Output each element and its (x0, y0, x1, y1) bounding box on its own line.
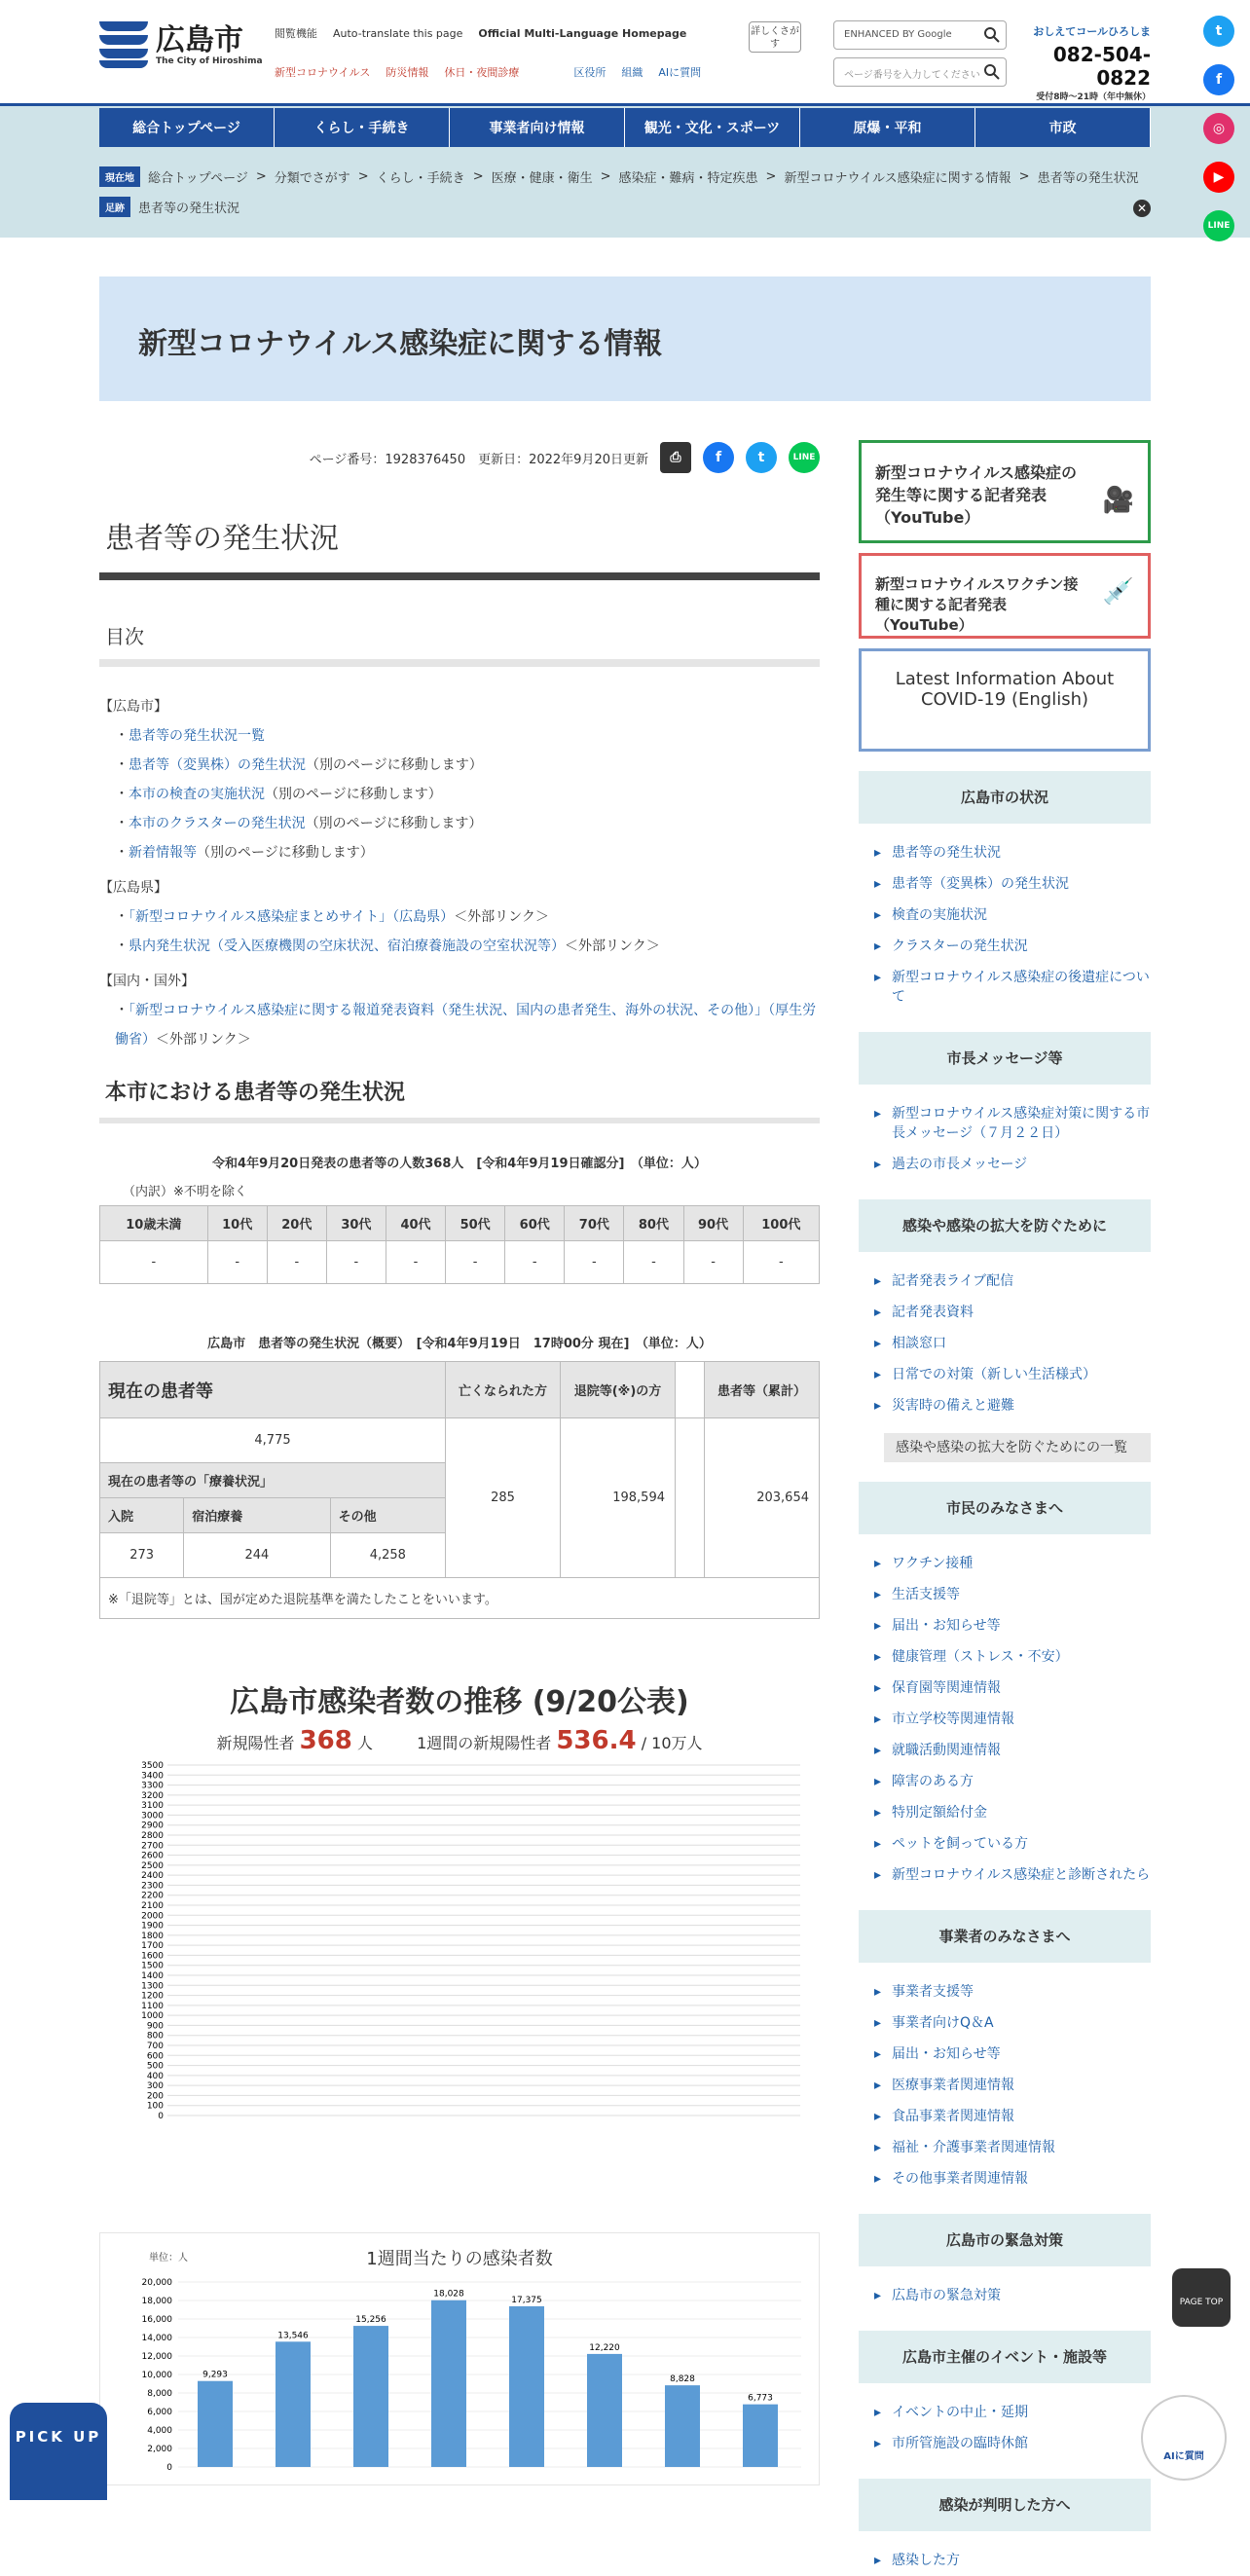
weekly-bar (276, 2341, 311, 2467)
page-meta-text: ページ番号：1928376450 更新日：2022年9月20日更新 (309, 452, 648, 467)
toc-note: （別のページに移動します） (305, 816, 483, 831)
pickup-button[interactable]: PICK UP (10, 2403, 107, 2500)
global-nav (0, 103, 1250, 238)
bar-value-label: 9,293 (202, 2370, 228, 2380)
sidebar-link[interactable]: 届出・お知らせ等 (892, 1618, 1001, 1634)
toc-note: （別のページに移動します） (197, 845, 374, 861)
new-cases-label: 新規陽性者 (216, 1734, 295, 1752)
y-tick-label: 1600 (141, 1951, 164, 1962)
section-heading: 本市における患者等の発生状況 (99, 1076, 820, 1123)
breadcrumb-current: 患者等の発生状況 (1037, 171, 1139, 186)
english-info-button[interactable] (859, 648, 1151, 752)
spacer-cell (676, 1418, 705, 1578)
sidebar-link[interactable]: 保育園等関連情報 (892, 1680, 1001, 1696)
search-icon[interactable] (984, 64, 1000, 80)
sidebar-heading: 事業者のみなさまへ (859, 1910, 1151, 1963)
breadcrumb-link[interactable]: 医療・健康・衛生 (491, 171, 593, 186)
y-tick-label: 2300 (141, 1881, 164, 1892)
age-header: 90代 (683, 1206, 743, 1241)
sidebar-link[interactable]: イベントの中止・延期 (892, 2405, 1028, 2420)
sidebar-link[interactable]: 感染した方 (892, 2553, 960, 2568)
y-tick-label: 600 (146, 2051, 164, 2062)
age-header: 20代 (267, 1206, 326, 1241)
banner-title: 新型コロナウイルス感染症に関する情報 (138, 327, 663, 361)
search-placeholder: ENHANCED BY Google (844, 29, 952, 40)
page-banner (99, 276, 1151, 401)
new-cases-value: 368 (299, 1726, 352, 1755)
sidebar-heading: 感染が判明した方へ (859, 2479, 1151, 2531)
sidebar-link[interactable]: その他事業者関連情報 (892, 2171, 1028, 2187)
age-header: 80代 (624, 1206, 683, 1241)
main-content (99, 440, 820, 2485)
page-number-input[interactable] (833, 57, 1007, 87)
hotel-value: 244 (184, 1533, 330, 1578)
bar-value-label: 18,028 (433, 2289, 464, 2300)
y-tick-label: 2500 (141, 1860, 164, 1871)
weekly-cases-label: 1週間の新規陽性者 (417, 1734, 552, 1752)
line-share-icon[interactable]: LINE (789, 442, 820, 473)
y-tick-label: 800 (146, 2031, 164, 2042)
y-tick-label: 1500 (141, 1961, 164, 1971)
search-input[interactable] (833, 20, 1007, 50)
age-value: - (100, 1241, 208, 1284)
age-header: 60代 (505, 1206, 565, 1241)
logo-sub: The City of Hiroshima (156, 56, 263, 66)
age-header: 100代 (743, 1206, 819, 1241)
sidebar-link[interactable]: 記者発表資料 (892, 1305, 974, 1320)
call-center-phone[interactable]: 082-504-0822 (1052, 43, 1151, 90)
other-header: その他 (330, 1498, 445, 1533)
press-youtube-button[interactable] (859, 440, 1151, 543)
chart-title: 広島市感染者数の推移 (9/20公表) (230, 1685, 689, 1719)
y-tick-label: 20,000 (141, 2278, 172, 2288)
disaster-link[interactable]: 防災情報 (386, 66, 429, 79)
y-tick-label: 2100 (141, 1901, 164, 1911)
sidebar-heading: 広島市の状況 (859, 771, 1151, 824)
ward-office-link[interactable]: 区役所 (573, 66, 607, 79)
sidebar-link[interactable]: 市立学校等関連情報 (892, 1711, 1014, 1727)
search-icon[interactable] (984, 27, 1000, 43)
site-logo[interactable] (99, 21, 263, 70)
sidebar-list (859, 1976, 1151, 2194)
y-tick-label: 700 (146, 2042, 164, 2051)
sidebar-link[interactable]: 特別定額給付金 (892, 1805, 987, 1821)
sidebar-heading: 市長メッセージ等 (859, 1032, 1151, 1085)
toc-link[interactable]: 患者等の発生状況一覧 (129, 728, 265, 744)
weekly-cases-value: 536.4 (556, 1726, 637, 1755)
vaccine-youtube-button[interactable] (859, 553, 1151, 639)
toc-link[interactable]: 「新型コロナウイルス感染症に関する報道発表資料（発生状況、国内の患者発生、海外の状況、その他）」（厚生労働省） (115, 1003, 817, 1048)
y-tick-label: 900 (146, 2021, 164, 2032)
sidebar-list (859, 837, 1151, 1012)
city-emblem-icon (99, 21, 148, 70)
weekly-bar (509, 2306, 544, 2467)
y-tick-label: 2400 (141, 1871, 164, 1882)
bar-value-label: 17,375 (511, 2295, 542, 2305)
deaths-header: 亡くなられた方 (446, 1362, 561, 1418)
sidebar-link[interactable]: 新型コロナウイルス感染症と診断されたら (892, 1867, 1151, 1883)
age-table-note: （内訳）※不明を除く (123, 1185, 247, 1199)
breadcrumb-tag: 現在地 (99, 166, 140, 187)
facebook-share-icon[interactable]: f (703, 442, 734, 473)
sidebar-link[interactable]: 市所管施設の臨時休館 (892, 2436, 1028, 2451)
logo-name: 広島市 (156, 23, 243, 57)
y-tick-label: 4,000 (147, 2426, 172, 2436)
breadcrumb-link[interactable]: 分類でさがす (274, 171, 350, 186)
line-icon[interactable]: LINE (1203, 210, 1234, 241)
hospital-header: 入院 (100, 1498, 184, 1533)
external-link-note: ＜外部リンク＞ (454, 909, 549, 925)
toc-link[interactable]: 本市のクラスターの発生状況 (129, 816, 306, 831)
sidebar-link[interactable]: ペットを飼っている方 (892, 1836, 1028, 1852)
nav-business[interactable]: 事業者向け情報 (450, 108, 625, 147)
holiday-clinic-link[interactable]: 休日・夜間診療 (444, 66, 520, 79)
current-patients-header: 現在の患者等 (100, 1362, 446, 1418)
sidebar-link[interactable]: 患者等の発生状況 (892, 845, 1001, 861)
y-tick-label: 0 (166, 2463, 172, 2473)
sidebar-list (859, 1548, 1151, 1891)
new-cases-unit: 人 (356, 1734, 373, 1752)
y-tick-label: 16,000 (141, 2315, 172, 2325)
age-table-caption: 令和4年9月20日発表の患者等の人数368人 [令和4年9月19日確認分] （単位：人） (212, 1157, 707, 1171)
sidebar-link[interactable]: 日常での対策（新しい生活様式） (892, 1367, 1096, 1382)
breadcrumb-link[interactable]: 総合トップページ (148, 171, 248, 186)
sidebar-link[interactable]: クラスターの発生状況 (892, 938, 1028, 954)
deaths-value: 285 (446, 1418, 561, 1578)
toc-group: 【広島市】 (99, 699, 167, 715)
toc-link[interactable]: 本市の検査の実施状況 (129, 787, 265, 802)
y-tick-label: 3300 (141, 1781, 164, 1791)
breadcrumb: 現在地 総合トップページ > 分類でさがす > くらし・手続き > 医療・健康・衛生 > 感染症・難病・特定疾患 > 新型コロナウイルス感染症に関する情報 > 患者等の発生状況 足跡 患者等の発生状況 ✕ (99, 166, 1151, 227)
y-tick-label: 1400 (141, 1971, 164, 1981)
syringe-icon: 💉 (1102, 577, 1134, 607)
header (0, 0, 1250, 103)
summary-note: ※「退院等」とは、国が定めた退院基準を満たしたことをいいます。 (100, 1578, 820, 1619)
facebook-icon[interactable]: f (1203, 64, 1234, 95)
sidebar-link[interactable]: 届出・お知らせ等 (892, 2046, 1001, 2062)
age-value: - (743, 1241, 819, 1284)
sidebar-link[interactable]: 過去の市長メッセージ (892, 1157, 1028, 1172)
sidebar-link[interactable]: ワクチン接種 (892, 1556, 974, 1571)
age-value: - (683, 1241, 743, 1284)
sidebar-list (859, 1266, 1151, 1421)
sidebar-list (859, 2397, 1151, 2459)
summary-table-caption: 広島市 患者等の発生状況（概要） [令和4年9月19日 17時00分 現在] （単位：人） (207, 1337, 712, 1351)
spacer-cell (676, 1362, 705, 1418)
y-tick-label: 2000 (141, 1911, 164, 1922)
other-value: 4,258 (330, 1533, 445, 1578)
trail-item: 患者等の発生状況 (138, 202, 240, 216)
toc-note: （別のページに移動します） (265, 787, 442, 802)
toc-link[interactable]: 新着情報等 (129, 845, 197, 861)
bar-value-label: 12,220 (589, 2342, 620, 2353)
sidebar-list (859, 2545, 1151, 2576)
sidebar-link[interactable]: 新型コロナウイルス感染症対策に関する市長メッセージ（７月２２日） (892, 1106, 1151, 1141)
y-tick-label: 1800 (141, 1931, 164, 1941)
trail-tag: 足跡 (99, 197, 130, 217)
weekly-cases-unit: / 10万人 (641, 1734, 703, 1752)
detail-search-button[interactable]: 詳しくさがす (749, 21, 801, 53)
y-tick-label: 1000 (141, 2011, 164, 2022)
y-tick-label: 400 (146, 2071, 164, 2081)
covid-link[interactable]: 新型コロナウイルス (275, 66, 371, 79)
y-tick-label: 2800 (141, 1831, 164, 1841)
weekly-bar (587, 2354, 622, 2467)
weekly-bar (431, 2300, 466, 2467)
cumulative-value: 203,654 (705, 1418, 820, 1578)
age-value: - (207, 1241, 267, 1284)
toc-group: 【国内・国外】 (99, 974, 195, 989)
accessibility-link[interactable]: 閲覧機能 (275, 27, 317, 40)
video-camera-icon: 🎥 (1102, 486, 1134, 515)
english-info-label: Latest Information About COVID-19 (English) (895, 669, 1115, 710)
chart-subtitle (99, 1726, 820, 1755)
toc-link[interactable]: 患者等（変異株）の発生状況 (129, 757, 306, 773)
breadcrumb-link[interactable]: 新型コロナウイルス感染症に関する情報 (784, 171, 1011, 186)
ai-question-link[interactable]: AIに質問 (658, 66, 702, 79)
y-tick-label: 2200 (141, 1891, 164, 1901)
weekly-chart-unit: 単位：人 (149, 2253, 188, 2263)
summary-table (99, 1361, 820, 1619)
hotel-header: 宿泊療養 (184, 1498, 330, 1533)
sidebar-link[interactable]: 記者発表ライブ配信 (892, 1273, 1014, 1289)
call-center-hours: 受付8時～21時（年中無休） (1036, 92, 1151, 102)
sidebar-link[interactable]: 障害のある方 (892, 1774, 974, 1789)
age-value: - (326, 1241, 386, 1284)
page-meta (99, 440, 820, 475)
sidebar-more-button[interactable]: 感染や感染の拡大を防ぐためにの一覧 (884, 1433, 1151, 1462)
y-tick-label: 200 (146, 2091, 164, 2102)
sidebar-list (859, 2280, 1151, 2311)
y-tick-label: 0 (158, 2112, 164, 2121)
close-icon[interactable]: ✕ (1133, 200, 1151, 217)
sidebar-link[interactable]: 事業者支援等 (892, 1984, 974, 2000)
bar-value-label: 6,773 (748, 2393, 773, 2404)
sidebar-link[interactable]: 広島市の緊急対策 (892, 2288, 1001, 2303)
bar-value-label: 15,256 (355, 2315, 386, 2326)
discharged-value: 198,594 (561, 1418, 676, 1578)
toc: 【広島市】 ・患者等の発生状況一覧 ・患者等（変異株）の発生状況（別のページに移動します） ・本市の検査の実施状況（別のページに移動します） ・本市のクラスターの発生状況（別のページに移動します） ・新着情報等（別のページに移動します） 【広島県】 ・「新型コロナウイルス感染症まとめサイト」（広島県）＜外部リンク＞ ・県内発生状況（受入医療機関の空床状況、宿泊療養施設の空室状況等）＜外部リンク＞ 【国内・国外】 ・「新型コロナウイルス感染症に関する報道発表資料（発生状況、国内の患者発生、海外の状況、その他）」（厚生労働省）＜外部リンク＞ (99, 692, 820, 1054)
sidebar-link[interactable]: 事業者向けQ＆A (892, 2015, 994, 2031)
weekly-chart (99, 2232, 820, 2485)
nav-top[interactable]: 総合トップページ (99, 108, 275, 147)
y-tick-label: 14,000 (141, 2334, 172, 2343)
y-tick-label: 6,000 (147, 2408, 172, 2417)
y-tick-label: 10,000 (141, 2371, 172, 2380)
sidebar (859, 440, 1151, 2576)
call-center-label: おしえてコールひろしま (1033, 25, 1151, 38)
sidebar-heading: 市民のみなさまへ (859, 1482, 1151, 1534)
nav-life[interactable]: くらし・手続き (275, 108, 450, 147)
weekly-bar (353, 2326, 388, 2467)
sidebar-heading: 感染や感染の拡大を防ぐために (859, 1199, 1151, 1252)
page-search-placeholder: ページ番号を入力してください (844, 70, 980, 81)
toc-note: （別のページに移動します） (306, 757, 483, 773)
y-tick-label: 1100 (141, 2001, 164, 2011)
nav-peace[interactable]: 原爆・平和 (800, 108, 975, 147)
nav-cityadmin[interactable]: 市政 (975, 108, 1151, 147)
bar-value-label: 13,546 (277, 2331, 309, 2341)
sidebar-link[interactable]: 福祉・介護事業者関連情報 (892, 2140, 1055, 2155)
sidebar-link[interactable]: 検査の実施状況 (892, 907, 987, 923)
current-patients-value: 4,775 (100, 1418, 446, 1463)
weekly-chart-svg (100, 2272, 819, 2477)
social-links (1203, 16, 1238, 259)
page-top-button[interactable]: PAGE TOP (1172, 2268, 1231, 2327)
cumulative-header: 患者等（累計） (705, 1362, 820, 1418)
y-tick-label: 2700 (141, 1841, 164, 1852)
sidebar-link[interactable]: 新型コロナウイルス感染症の後遺症について (892, 970, 1150, 1005)
sidebar-link[interactable]: 相談窓口 (892, 1336, 946, 1351)
age-table (99, 1205, 820, 1284)
ai-chat-button[interactable]: AIに質問 (1141, 2395, 1227, 2481)
age-value: - (565, 1241, 624, 1284)
y-tick-label: 3000 (141, 1811, 164, 1822)
age-header: 10代 (207, 1206, 267, 1241)
twitter-icon[interactable]: t (1203, 16, 1234, 47)
weekly-bar (743, 2405, 778, 2467)
sidebar-link[interactable]: 食品事業者関連情報 (892, 2109, 1014, 2124)
sidebar-link[interactable]: 患者等（変異株）の発生状況 (892, 876, 1069, 892)
external-link-note: ＜外部リンク＞ (156, 1032, 251, 1048)
youtube-icon[interactable]: ▶ (1203, 162, 1234, 193)
y-tick-label: 3100 (141, 1801, 164, 1812)
toc-link[interactable]: 「新型コロナウイルス感染症まとめサイト」（広島県） (129, 909, 455, 925)
press-youtube-label: 新型コロナウイルス感染症の発生等に関する記者発表（YouTube） (875, 463, 1078, 527)
toc-link[interactable]: 県内発生状況（受入医療機関の空床状況、宿泊療養施設の空室状況等） (129, 938, 565, 954)
bar-value-label: 8,828 (670, 2374, 695, 2385)
y-tick-label: 500 (146, 2061, 164, 2072)
y-tick-label: 100 (146, 2101, 164, 2112)
sidebar-heading: 広島市主催のイベント・施設等 (859, 2331, 1151, 2383)
age-header: 70代 (565, 1206, 624, 1241)
y-tick-label: 2900 (141, 1821, 164, 1831)
y-tick-label: 18,000 (141, 2297, 172, 2306)
call-center (1020, 23, 1151, 102)
age-value: - (505, 1241, 565, 1284)
daily-cases-chart (99, 1677, 820, 2203)
y-tick-label: 2,000 (147, 2445, 172, 2454)
sidebar-link[interactable]: 医療事業者関連情報 (892, 2078, 1014, 2093)
print-icon[interactable]: ⎙ (660, 442, 691, 473)
age-value: - (267, 1241, 326, 1284)
page-title: 患者等の発生状況 (99, 514, 820, 580)
sidebar-link[interactable]: 災害時の備えと避難 (892, 1398, 1014, 1414)
breadcrumb-link[interactable]: くらし・手続き (376, 171, 465, 186)
auto-translate-link[interactable]: Auto-translate this page (333, 26, 463, 40)
age-header: 10歳未満 (100, 1206, 208, 1241)
y-tick-label: 8,000 (147, 2389, 172, 2399)
discharged-header: 退院等(※)の方 (561, 1362, 676, 1418)
sidebar-link[interactable]: 生活支援等 (892, 1587, 960, 1602)
y-tick-label: 1200 (141, 1991, 164, 2002)
instagram-icon[interactable]: ◎ (1203, 113, 1234, 144)
y-tick-label: 3200 (141, 1790, 164, 1801)
y-tick-label: 2600 (141, 1851, 164, 1861)
sidebar-link[interactable]: 就職活動関連情報 (892, 1743, 1001, 1758)
y-tick-label: 12,000 (141, 2352, 172, 2362)
y-tick-label: 300 (146, 2081, 164, 2092)
external-link-note: ＜外部リンク＞ (565, 938, 660, 954)
age-value: - (446, 1241, 505, 1284)
twitter-share-icon[interactable]: t (746, 442, 777, 473)
y-tick-label: 1700 (141, 1941, 164, 1952)
toc-title: 目次 (99, 621, 820, 667)
organization-link[interactable]: 組織 (621, 66, 643, 79)
weekly-chart-title: 1週間当たりの感染者数 (366, 2249, 553, 2269)
age-value: - (624, 1241, 683, 1284)
care-status-header: 現在の患者等の「療養状況」 (100, 1463, 446, 1498)
nav-tourism[interactable]: 観光・文化・スポーツ (625, 108, 800, 147)
age-header: 30代 (326, 1206, 386, 1241)
weekly-bar (665, 2385, 700, 2467)
multilang-link[interactable]: Official Multi-Language Homepage (478, 26, 687, 40)
age-value: - (386, 1241, 445, 1284)
daily-cases-svg (99, 1755, 820, 2184)
y-tick-label: 1900 (141, 1921, 164, 1932)
age-header: 40代 (386, 1206, 445, 1241)
age-header: 50代 (446, 1206, 505, 1241)
vaccine-youtube-label: 新型コロナウイルスワクチン接種に関する記者発表（YouTube） (875, 575, 1079, 634)
y-tick-label: 3400 (141, 1771, 164, 1782)
hospital-value: 273 (100, 1533, 184, 1578)
y-tick-label: 3500 (141, 1761, 164, 1771)
sidebar-heading: 広島市の緊急対策 (859, 2214, 1151, 2266)
toc-group: 【広島県】 (99, 880, 167, 896)
breadcrumb-link[interactable]: 感染症・難病・特定疾患 (618, 171, 758, 186)
sidebar-list (859, 1098, 1151, 1180)
sidebar-link[interactable]: 健康管理（ストレス・不安） (892, 1649, 1069, 1665)
y-tick-label: 1300 (141, 1981, 164, 1992)
weekly-bar (198, 2381, 233, 2467)
